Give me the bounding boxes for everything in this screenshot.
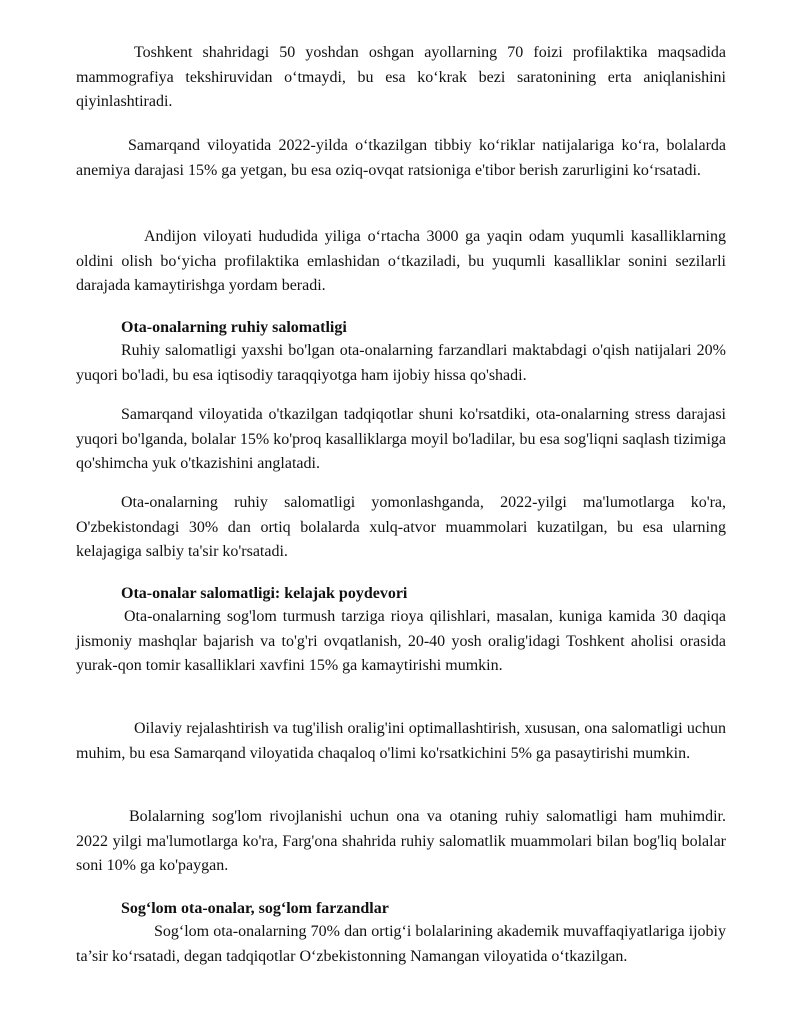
section1-paragraph-1: Ruhiy salomatligi yaxshi bo'lgan ota-onalarning farzandlari maktabdagi o'qish natijalari 20% yuqori bo'ladi, bu esa iqtisodiy taraqqiyotga ham ijobiy hissa qo'shadi. xyxy=(76,342,726,384)
section2-paragraph-1: Ota-onalarning sog'lom turmush tarziga rioya qilishlari, masalan, kuniga kamida 30 daqiqa jismoniy mashqlar bajarish va to'g'ri ovqatlanish, 20-40 yosh oralig'idagi Toshkent aholisi orasida yurak-qon tomir kasalliklari xavfini 15% ga kamaytirishi mumkin. xyxy=(76,608,726,674)
section-heading-mental-health: Ota-onalarning ruhiy salomatligi xyxy=(121,319,347,336)
section1-paragraph-3: Ota-onalarning ruhiy salomatligi yomonlashganda, 2022-yilgi ma'lumotlarga ko'ra, O'zbekistondagi 30% dan ortiq bolalarda xulq-atvor muammolari kuzatilgan, bu esa ularning kelajagiga salbiy ta'sir ko'rsatadi. xyxy=(76,494,726,560)
section1-paragraph-2: Samarqand viloyatida o'tkazilgan tadqiqotlar shuni ko'rsatdiki, ota-onalarning stress darajasi yuqori bo'lganda, bolalar 15% ko'proq kasalliklarga moyil bo'ladilar, bu esa sog'liqni saqlash tizimiga qo'shimcha yuk o'tkazishini anglatadi. xyxy=(76,406,726,472)
section-heading-foundation: Ota-onalar salomatligi: kelajak poydevori xyxy=(121,585,408,602)
intro-paragraph-3: Andijon viloyati hududida yiliga o‘rtacha 3000 ga yaqin odam yuqumli kasalliklarning oldini olish bo‘yicha profilaktika emlashidan o‘tkaziladi, bu yuqumli kasalliklar sonini sezilarli darajada kamaytirishga yordam beradi. xyxy=(76,228,726,294)
section2-paragraph-2: Oilaviy rejalashtirish va tug'ilish oralig'ini optimallashtirish, xususan, ona salomatligi uchun muhim, bu esa Samarqand viloyatida chaqaloq o'limi ko'rsatkichini 5% ga pasaytirishi mumkin. xyxy=(76,720,726,762)
section3-paragraph-1: Sog‘lom ota-onalarning 70% dan ortig‘i bolalarining akademik muvaffaqiyatlariga ijobiy ta’sir ko‘rsatadi, degan tadqiqotlar O‘zbekistonning Namangan viloyatida o‘tkazilgan. xyxy=(76,923,726,965)
intro-paragraph-2: Samarqand viloyatida 2022-yilda o‘tkazilgan tibbiy ko‘riklar natijalariga ko‘ra, bolalarda anemiya darajasi 15% ga yetgan, bu esa oziq-ovqat ratsioniga e'tibor berish zarurligini ko‘rsatadi. xyxy=(76,137,726,179)
section2-paragraph-3: Bolalarning sog'lom rivojlanishi uchun ona va otaning ruhiy salomatligi ham muhimdir. 2022 yilgi ma'lumotlarga ko'ra, Farg'ona shahrida ruhiy salomatlik muammolari bilan bog'liq bolalar soni 10% ga ko'paygan. xyxy=(76,808,726,874)
section-heading-healthy-parents: Sog‘lom ota-onalar, sog‘lom farzandlar xyxy=(121,900,389,917)
intro-paragraph-1: Toshkent shahridagi 50 yoshdan oshgan ayollarning 70 foizi profilaktika maqsadida mammografiya tekshiruvidan o‘tmaydi, bu esa ko‘krak bezi saratonining erta aniqlanishini qiyinlashtiradi. xyxy=(76,44,726,110)
